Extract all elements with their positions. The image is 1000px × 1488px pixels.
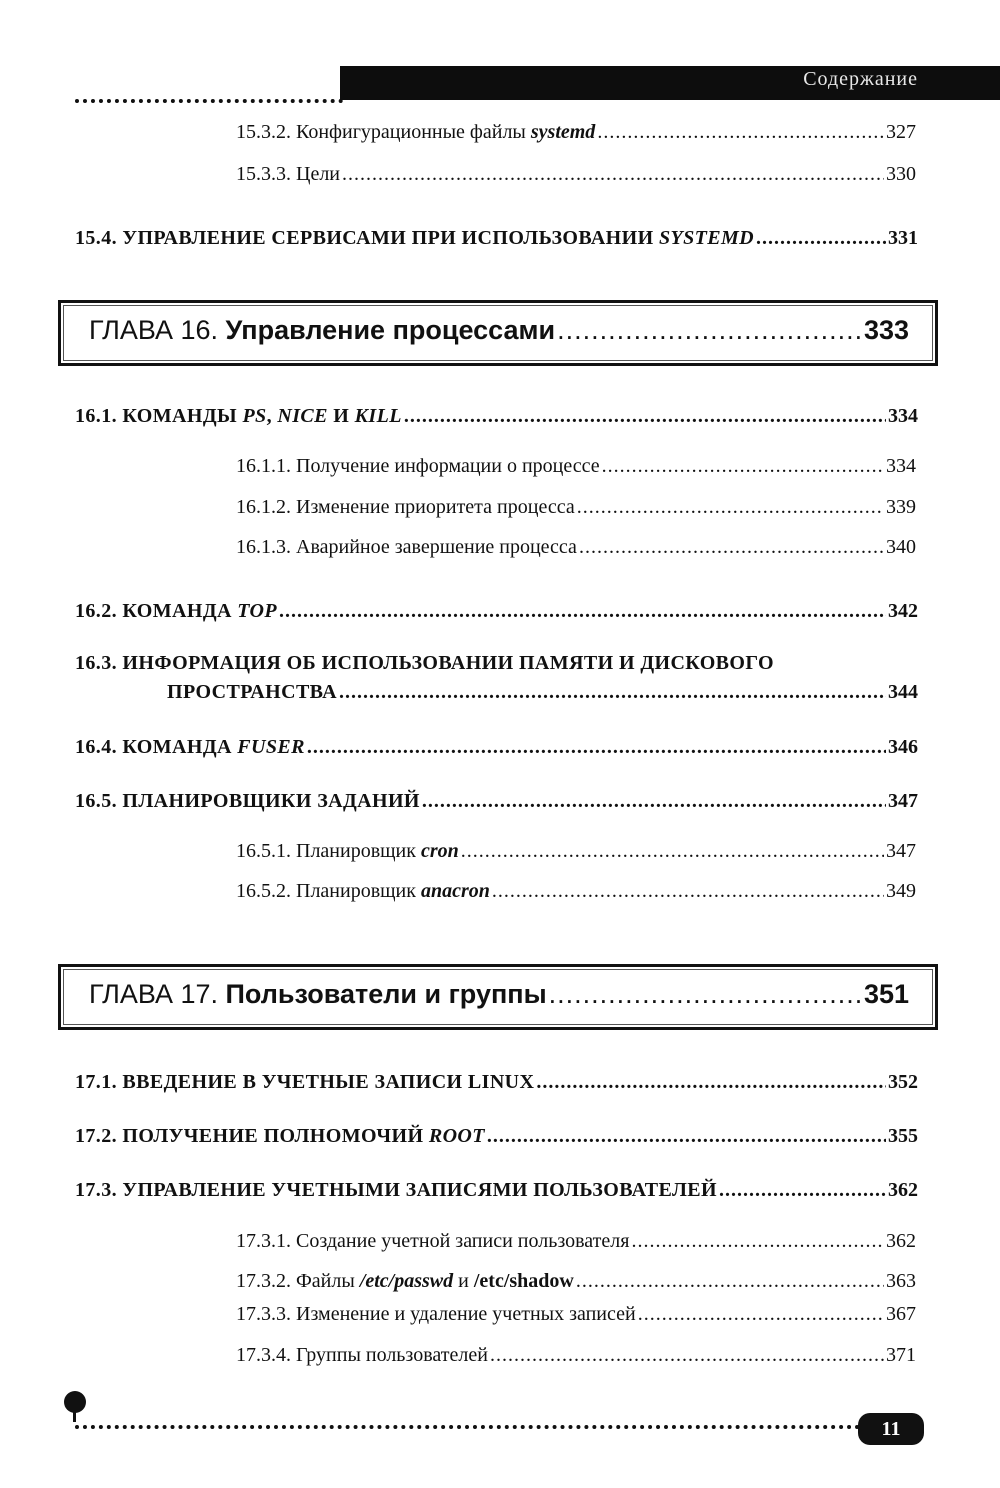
leader-dots [597, 121, 884, 144]
leader-dots [279, 600, 886, 623]
toc-entry-17-3-4[interactable]: 17.3.4. Группы пользователей ..... 371 [236, 1344, 916, 1367]
toc-entry-17-1[interactable]: 17.1. ВВЕДЕНИЕ В УЧЕТНЫЕ ЗАПИСИ LINUX ..... 352 [75, 1071, 918, 1094]
page-number: 330 [886, 163, 916, 185]
page-number: 362 [886, 1230, 916, 1252]
leader-dots [557, 315, 862, 346]
page-number: 367 [886, 1303, 916, 1325]
page-number: 363 [886, 1270, 916, 1292]
toc-entry-16-2[interactable]: 16.2. КОМАНДА TOP ..... 342 [75, 600, 918, 623]
page-number: 331 [888, 227, 918, 249]
toc-entry-15-3-2[interactable]: 15.3.2. Конфигурационные файлы systemd ..... 327 [236, 121, 916, 144]
leader-dots [461, 840, 884, 863]
page-number: 355 [888, 1125, 918, 1147]
page-number: 327 [886, 121, 916, 143]
toc-entry-17-3[interactable]: 17.3. УПРАВЛЕНИЕ УЧЕТНЫМИ ЗАПИСЯМИ ПОЛЬЗОВАТЕЛЕЙ ..... 362 [75, 1179, 918, 1202]
toc-entry-17-3-3[interactable]: 17.3.3. Изменение и удаление учетных записей ..... 367 [236, 1303, 916, 1326]
leader-dots [602, 455, 884, 478]
leader-dots [342, 163, 884, 186]
page-number: 362 [888, 1179, 918, 1201]
page-number: 351 [863, 979, 909, 1009]
running-header-title: Содержание [803, 68, 918, 90]
header-dotted-rule [75, 99, 343, 103]
page-number: 334 [888, 405, 918, 427]
page-number: 349 [886, 880, 916, 902]
page-number: 334 [886, 455, 916, 477]
leader-dots [579, 536, 884, 559]
page-number: 371 [886, 1344, 916, 1366]
toc-entry-16-5-1[interactable]: 16.5.1. Планировщик cron ..... 347 [236, 840, 916, 863]
toc-entry-17-2[interactable]: 17.2. ПОЛУЧЕНИЕ ПОЛНОМОЧИЙ ROOT ..... 355 [75, 1125, 918, 1148]
leader-dots [756, 227, 886, 250]
leader-dots [719, 1179, 886, 1202]
chapter-16-heading: ГЛАВА 16. Управление процессами ..... 333 [89, 315, 909, 346]
leader-dots [638, 1303, 884, 1326]
leader-dots [307, 736, 886, 759]
footer-dotted-rule [75, 1425, 860, 1429]
toc-entry-16-5[interactable]: 16.5. ПЛАНИРОВЩИКИ ЗАДАНИЙ ..... 347 [75, 790, 918, 813]
leader-dots [422, 790, 886, 813]
toc-entry-16-3[interactable]: ПРОСТРАНСТВА ..... 344 [167, 681, 918, 704]
page-number: 347 [886, 840, 916, 862]
toc-entry-16-1[interactable]: 16.1. КОМАНДЫ PS, NICE И KILL ..... 334 [75, 405, 918, 428]
toc-entry-17-3-1[interactable]: 17.3.1. Создание учетной записи пользователя ..... 362 [236, 1230, 916, 1253]
leader-dots [576, 1270, 884, 1293]
page-number: 333 [863, 315, 909, 345]
page-number: 346 [888, 736, 918, 758]
leader-dots [536, 1071, 886, 1094]
leader-dots [492, 880, 884, 903]
leader-dots [577, 496, 884, 519]
page-number: 339 [886, 496, 916, 518]
chapter-17-heading: ГЛАВА 17. Пользователи и группы ..... 351 [89, 979, 909, 1010]
toc-entry-16-4[interactable]: 16.4. КОМАНДА FUSER ..... 346 [75, 736, 918, 759]
page-number-badge: 11 [858, 1413, 924, 1445]
page-number: 347 [888, 790, 918, 812]
toc-entry-16-3-line1[interactable]: 16.3. ИНФОРМАЦИЯ ОБ ИСПОЛЬЗОВАНИИ ПАМЯТИ И ДИСКОВОГО [75, 652, 774, 674]
toc-entry-15-4[interactable]: 15.4. УПРАВЛЕНИЕ СЕРВИСАМИ ПРИ ИСПОЛЬЗОВАНИИ SYSTEMD ..... 331 [75, 227, 918, 250]
leader-dots [404, 405, 886, 428]
leader-dots [490, 1344, 884, 1367]
pin-stem [73, 1410, 76, 1422]
page-number: 344 [888, 681, 918, 703]
leader-dots [631, 1230, 884, 1253]
chapter-17-box[interactable] [58, 964, 938, 1030]
leader-dots [549, 979, 862, 1010]
page-number: 352 [888, 1071, 918, 1093]
leader-dots [339, 681, 886, 704]
page-number: 340 [886, 536, 916, 558]
chapter-16-box[interactable] [58, 300, 938, 366]
toc-entry-15-3-3[interactable]: 15.3.3. Цели ..... 330 [236, 163, 916, 186]
leader-dots [487, 1125, 886, 1148]
toc-entry-16-1-3[interactable]: 16.1.3. Аварийное завершение процесса ..... 340 [236, 536, 916, 559]
toc-entry-16-1-2[interactable]: 16.1.2. Изменение приоритета процесса ..... 339 [236, 496, 916, 519]
toc-entry-16-1-1[interactable]: 16.1.1. Получение информации о процессе ..... 334 [236, 455, 916, 478]
toc-entry-16-5-2[interactable]: 16.5.2. Планировщик anacron ..... 349 [236, 880, 916, 903]
page-number: 342 [888, 600, 918, 622]
toc-entry-17-3-2[interactable]: 17.3.2. Файлы /etc/passwd и /etc/shadow ..... 363 [236, 1270, 916, 1293]
